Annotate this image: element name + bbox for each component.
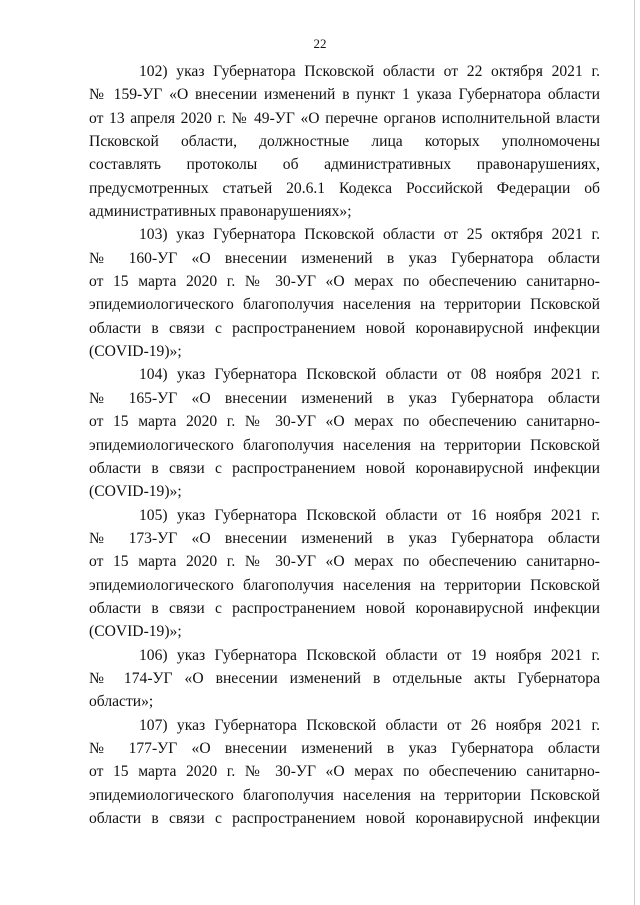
text-line: 102) указ Губернатора Псковской области от 22 октября 2021 г.: [139, 63, 600, 80]
text-line: 106) указ Губернатора Псковской области от 19 ноября 2021 г.: [139, 646, 600, 664]
document-body: [89, 60, 600, 830]
text-line: от 13 апреля 2020 г. № 49-УГ «О перечне органов исполнительной власти: [89, 109, 600, 127]
text-line: составлять протоколы об административных правонарушениях,: [89, 156, 600, 174]
text-line: 105) указ Губернатора Псковской области от 16 ноября 2021 г.: [139, 506, 600, 524]
text-line: эпидемиологического благополучия населения на территории Псковской: [89, 296, 600, 314]
text-line: предусмотренных статьей 20.6.1 Кодекса Российской Федерации об: [89, 179, 600, 197]
text-line: 104) указ Губернатора Псковской области от 08 ноября 2021 г.: [139, 366, 600, 384]
text-line: 107) указ Губернатора Псковской области от 26 ноября 2021 г.: [139, 716, 600, 734]
decree-entry: [89, 504, 600, 644]
text-line: № 177-УГ «О внесении изменений в указ Губернатора области: [89, 739, 600, 757]
text-line: (COVID-19)»;: [89, 343, 182, 361]
text-line: Псковской области, должностные лица которых уполномочены: [89, 133, 600, 151]
text-line: (COVID-19)»;: [89, 483, 182, 501]
text-line: от 15 марта 2020 г. № 30-УГ «О мерах по обеспечению санитарно-: [89, 273, 600, 291]
text-line: области в связи с распространением новой коронавирусной инфекции: [89, 810, 600, 827]
decree-entry: [89, 223, 600, 363]
decree-entry: [89, 714, 600, 831]
text-line: № 159-УГ «О внесении изменений в пункт 1 указа Губернатора области: [89, 86, 600, 104]
decree-entry: [89, 363, 600, 503]
text-line: эпидемиологического благополучия населения на территории Псковской: [89, 786, 600, 804]
text-line: от 15 марта 2020 г. № 30-УГ «О мерах по обеспечению санитарно-: [89, 413, 600, 431]
text-line: № 174-УГ «О внесении изменений в отдельные акты Губернатора: [89, 669, 600, 687]
text-line: № 160-УГ «О внесении изменений в указ Губернатора области: [89, 249, 600, 267]
decree-entry: [89, 60, 600, 223]
text-line: области в связи с распространением новой коронавирусной инфекции: [89, 599, 600, 617]
text-line: № 173-УГ «О внесении изменений в указ Губернатора области: [89, 529, 600, 547]
text-line: области»;: [89, 693, 154, 711]
text-line: № 165-УГ «О внесении изменений в указ Губернатора области: [89, 389, 600, 407]
text-line: административных правонарушениях»;: [89, 203, 352, 221]
text-line: 103) указ Губернатора Псковской области от 25 октября 2021 г.: [139, 226, 600, 244]
text-line: области в связи с распространением новой коронавирусной инфекции: [89, 459, 600, 477]
text-line: эпидемиологического благополучия населения на территории Псковской: [89, 576, 600, 594]
decree-entry: [89, 644, 600, 714]
page-edge: [634, 0, 635, 905]
text-line: эпидемиологического благополучия населения на территории Псковской: [89, 436, 600, 454]
text-line: от 15 марта 2020 г. № 30-УГ «О мерах по обеспечению санитарно-: [89, 553, 600, 571]
text-line: от 15 марта 2020 г. № 30-УГ «О мерах по обеспечению санитарно-: [89, 763, 600, 781]
text-line: области в связи с распространением новой коронавирусной инфекции: [89, 319, 600, 337]
page-number: 22: [313, 36, 327, 51]
text-line: (COVID-19)»;: [89, 623, 182, 641]
